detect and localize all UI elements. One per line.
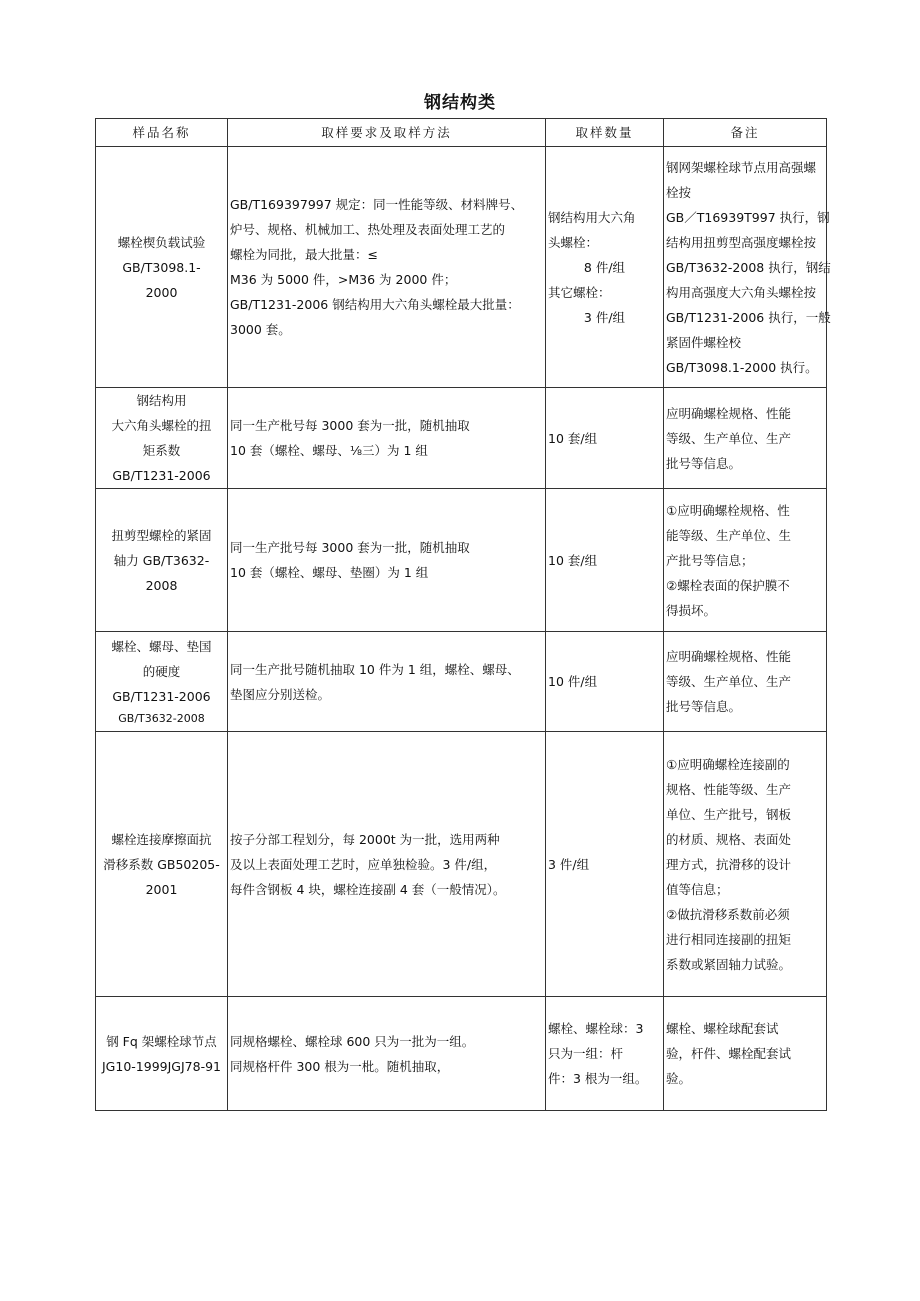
method-cell: 同一生产批号每 3000 套为一批，随机抽取 10 套（螺栓、螺母、垫圈）为 1 组 <box>228 489 546 632</box>
quantity-cell: 螺栓、螺栓球：3 只为一组：杆 件：3 根为一组。 <box>546 997 664 1111</box>
quantity-cell: 3 件/组 <box>546 732 664 997</box>
sample-name-cell: 螺栓连接摩擦面抗 滑移系数 GB50205- 2001 <box>96 732 228 997</box>
method-cell: 同规格螺栓、螺栓球 600 只为一批为一组。 同规格杆件 300 根为一枇。随机抽取， <box>228 997 546 1111</box>
table-row <box>96 732 827 997</box>
page-title: 钢结构类 <box>424 93 496 113</box>
sample-name-cell: 螺栓楔负载试验 GB/T3098.1- 2000 <box>96 147 228 388</box>
header-quantity: 取样数量 <box>546 119 664 147</box>
sample-name-cell: 扭剪型螺栓的紧固 轴力 GB/T3632- 2008 <box>96 489 228 632</box>
table-row <box>96 489 827 632</box>
header-method: 取样要求及取样方法 <box>228 119 546 147</box>
header-sample-name: 样品名称 <box>96 119 228 147</box>
sample-name-cell: 钢 Fq 架螺栓球节点 JG10-1999JGJ78-91 <box>96 997 228 1111</box>
table-row <box>96 388 827 489</box>
quantity-cell: 10 套/组 <box>546 489 664 632</box>
sampling-table <box>95 118 831 1111</box>
method-cell: 同一生产批号随机抽取 10 件为 1 组，螺栓、螺母、 垫图应分别送检。 <box>228 632 546 732</box>
table-row <box>96 147 827 388</box>
table-header-row <box>96 119 827 147</box>
quantity-cell: 10 套/组 <box>546 388 664 489</box>
note-cell: 钢网架螺栓球节点用高强螺 栓按 GB／T16939T997 执行，钢 结构用扭剪型高强度螺栓按 GB/T3632-2008 执行，钢结 构用高强度大六角头螺栓按 GB/T1231-2006 执行，一般 紧固件螺栓校 GB/T3098.1-2000 执行。 <box>664 147 827 388</box>
header-note: 备注 <box>664 119 827 147</box>
table-row <box>96 632 827 732</box>
method-cell: 同一生产枇号每 3000 套为一批，随机抽取 10 套（螺栓、螺母、⅛三）为 1 组 <box>228 388 546 489</box>
note-cell: 应明确螺栓规格、性能 等级、生产单位、生产 批号等信息。 <box>664 388 827 489</box>
note-cell: ①应明确螺栓连接副的 规格、性能等级、生产 单位、生产批号，钢板 的材质、规格、表面处 理方式，抗滑移的设计 值等信息； ②做抗滑移系数前必须 进行相同连接副的扭矩 系数或紧固轴力试验。 <box>664 732 827 997</box>
method-cell: 按子分部工程划分，每 2000t 为一批，选用两种 及以上表面处理工艺时，应单独检验。3 件/组， 每件含钢板 4 块，螺栓连接副 4 套（一般情况）。 <box>228 732 546 997</box>
method-cell: GB/T169397997 规定：同一性能等级、材料牌号、 炉号、规格、机械加工、热处理及表面处理工艺的 螺栓为同批，最大批量：≤ M36 为 5000 件，>M36 为 2000 件； GB/T1231-2006 钢结构用大六角头螺栓最大批量： 3000 套。 <box>228 147 546 388</box>
sample-name-cell: 螺栓、螺母、垫国 的硬度 GB/T1231-2006 GB/T3632-2008 <box>96 632 228 732</box>
sample-name-cell: 钢结构用 大六角头螺栓的扭 矩系数 GB/T1231-2006 <box>96 388 228 489</box>
note-cell: 螺栓、螺栓球配套试 验，杆件、螺栓配套试 验。 <box>664 997 827 1111</box>
table-row <box>96 997 827 1111</box>
quantity-cell: 钢结构用大六角 头螺栓： 8 件/组 其它螺栓： 3 件/组 <box>546 147 664 388</box>
quantity-cell: 10 件/组 <box>546 632 664 732</box>
note-cell: ①应明确螺栓规格、性 能等级、生产单位、生 产批号等信息； ②螺栓表面的保护膜不 得损坏。 <box>664 489 827 632</box>
note-cell: 应明确螺栓规格、性能 等级、生产单位、生产 批号等信息。 <box>664 632 827 732</box>
